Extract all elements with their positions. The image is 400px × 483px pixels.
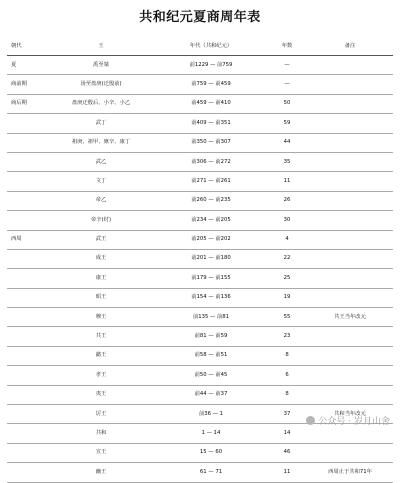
cell-note: 西周止于共和71年: [307, 463, 393, 482]
table-row: [7, 385, 393, 404]
cell-king: 懿王: [47, 346, 155, 365]
cell-count: 30: [267, 211, 307, 230]
table-row: [7, 327, 393, 346]
header-years: 年代（共和纪元）: [155, 38, 267, 56]
cell-count: 8: [267, 346, 307, 365]
table-row: [7, 463, 393, 482]
cell-dynasty: [7, 463, 47, 482]
cell-years: 前179 — 前155: [155, 269, 267, 288]
cell-king: 武乙: [47, 152, 155, 171]
cell-count: 46: [267, 443, 307, 462]
wechat-icon: [306, 416, 315, 425]
cell-king: 厉王: [47, 405, 155, 424]
cell-count: 50: [267, 94, 307, 113]
cell-count: 4: [267, 230, 307, 249]
cell-count: 25: [267, 269, 307, 288]
cell-years: 前81 — 前59: [155, 327, 267, 346]
table-row: [7, 191, 393, 210]
cell-king: 昭王: [47, 288, 155, 307]
cell-dynasty: [7, 269, 47, 288]
cell-dynasty: 商前期: [7, 75, 47, 94]
cell-king: 康王: [47, 269, 155, 288]
cell-dynasty: [7, 133, 47, 152]
cell-note: [307, 366, 393, 385]
cell-king: 孝王: [47, 366, 155, 385]
cell-dynasty: [7, 249, 47, 268]
cell-note: [307, 191, 393, 210]
cell-years: 前154 — 前136: [155, 288, 267, 307]
cell-count: —: [267, 75, 307, 94]
cell-note: [307, 172, 393, 191]
cell-note: [307, 152, 393, 171]
cell-king: 文丁: [47, 172, 155, 191]
table-row: [7, 269, 393, 288]
cell-note: [307, 327, 393, 346]
cell-dynasty: [7, 114, 47, 133]
table-row: [7, 288, 393, 307]
cell-years: 前58 — 前51: [155, 346, 267, 365]
cell-count: 59: [267, 114, 307, 133]
table-row: [7, 308, 393, 327]
table-row: [7, 172, 393, 191]
cell-note: [307, 249, 393, 268]
cell-note: [307, 56, 393, 75]
cell-dynasty: [7, 327, 47, 346]
table-row: [7, 152, 393, 171]
cell-count: 19: [267, 288, 307, 307]
cell-note: [307, 443, 393, 462]
cell-count: 11: [267, 463, 307, 482]
cell-king: 共和: [47, 424, 155, 443]
cell-count: —: [267, 56, 307, 75]
header-king: 王: [47, 38, 155, 56]
cell-note: [307, 94, 393, 113]
cell-years: 前36 — 1: [155, 405, 267, 424]
cell-years: 前44 — 前37: [155, 385, 267, 404]
cell-count: 26: [267, 191, 307, 210]
cell-years: 前350 — 前307: [155, 133, 267, 152]
cell-years: 61 — 71: [155, 463, 267, 482]
cell-dynasty: [7, 385, 47, 404]
table-row: [7, 75, 393, 94]
cell-count: 35: [267, 152, 307, 171]
header-count: 年数: [267, 38, 307, 56]
cell-king: 成王: [47, 249, 155, 268]
table-row: [7, 249, 393, 268]
cell-years: 前306 — 前272: [155, 152, 267, 171]
cell-dynasty: [7, 191, 47, 210]
cell-king: 帝乙: [47, 191, 155, 210]
table-row: [7, 366, 393, 385]
cell-dynasty: [7, 424, 47, 443]
cell-king: 夷王: [47, 385, 155, 404]
cell-king: 共王: [47, 327, 155, 346]
page-title: 共和纪元夏商周年表: [139, 10, 261, 25]
cell-dynasty: [7, 346, 47, 365]
table-header-row: [7, 38, 393, 56]
cell-dynasty: [7, 211, 47, 230]
cell-years: 前234 — 前205: [155, 211, 267, 230]
cell-note: [307, 114, 393, 133]
cell-count: 55: [267, 308, 307, 327]
cell-king: 武丁: [47, 114, 155, 133]
cell-king: 幽王: [47, 463, 155, 482]
header-note: 备注: [307, 38, 393, 56]
table-row: [7, 230, 393, 249]
cell-dynasty: [7, 405, 47, 424]
cell-count: 11: [267, 172, 307, 191]
cell-count: 8: [267, 385, 307, 404]
cell-count: 6: [267, 366, 307, 385]
table-row: [7, 443, 393, 462]
cell-dynasty: [7, 443, 47, 462]
cell-note: 共和当年改元: [307, 405, 393, 424]
cell-king: 盘庚迁殷后、小辛、小乙: [47, 94, 155, 113]
cell-dynasty: [7, 152, 47, 171]
table-row: [7, 56, 393, 75]
cell-king: 汤至盘庚(迁殷前): [47, 75, 155, 94]
cell-king: 祖庚、祖甲、廪辛、康丁: [47, 133, 155, 152]
cell-years: 1 — 14: [155, 424, 267, 443]
header-dynasty: 朝代: [7, 38, 47, 56]
cell-years: 前459 — 前410: [155, 94, 267, 113]
cell-dynasty: 商后期: [7, 94, 47, 113]
table-row: [7, 346, 393, 365]
cell-dynasty: 夏: [7, 56, 47, 75]
cell-count: 37: [267, 405, 307, 424]
watermark: [306, 414, 390, 427]
cell-count: 44: [267, 133, 307, 152]
table-row: [7, 94, 393, 113]
cell-years: 前1229 — 前759: [155, 56, 267, 75]
cell-years: 前409 — 前351: [155, 114, 267, 133]
cell-note: [307, 385, 393, 404]
cell-years: 15 — 60: [155, 443, 267, 462]
cell-dynasty: [7, 288, 47, 307]
cell-note: [307, 75, 393, 94]
cell-count: 14: [267, 424, 307, 443]
cell-note: [307, 230, 393, 249]
cell-years: 前260 — 前235: [155, 191, 267, 210]
cell-years: 前135 — 前81: [155, 308, 267, 327]
cell-note: 共王当年改元: [307, 308, 393, 327]
cell-dynasty: 西周: [7, 230, 47, 249]
cell-note: [307, 346, 393, 365]
cell-dynasty: [7, 366, 47, 385]
table-row: [7, 133, 393, 152]
cell-years: 前205 — 前202: [155, 230, 267, 249]
cell-years: 前759 — 前459: [155, 75, 267, 94]
cell-years: 前271 — 前261: [155, 172, 267, 191]
cell-count: 22: [267, 249, 307, 268]
cell-note: [307, 269, 393, 288]
cell-king: 禹至桀: [47, 56, 155, 75]
cell-note: [307, 133, 393, 152]
cell-years: 前50 — 前45: [155, 366, 267, 385]
cell-dynasty: [7, 308, 47, 327]
cell-note: [307, 211, 393, 230]
watermark-text: 公众号 · 岁月山舍: [318, 417, 390, 427]
cell-note: [307, 288, 393, 307]
cell-king: 武王: [47, 230, 155, 249]
table-row: [7, 211, 393, 230]
cell-count: 23: [267, 327, 307, 346]
cell-king: 宣王: [47, 443, 155, 462]
cell-years: 前201 — 前180: [155, 249, 267, 268]
cell-dynasty: [7, 172, 47, 191]
cell-king: 穆王: [47, 308, 155, 327]
cell-king: 帝辛(纣): [47, 211, 155, 230]
table-row: [7, 114, 393, 133]
